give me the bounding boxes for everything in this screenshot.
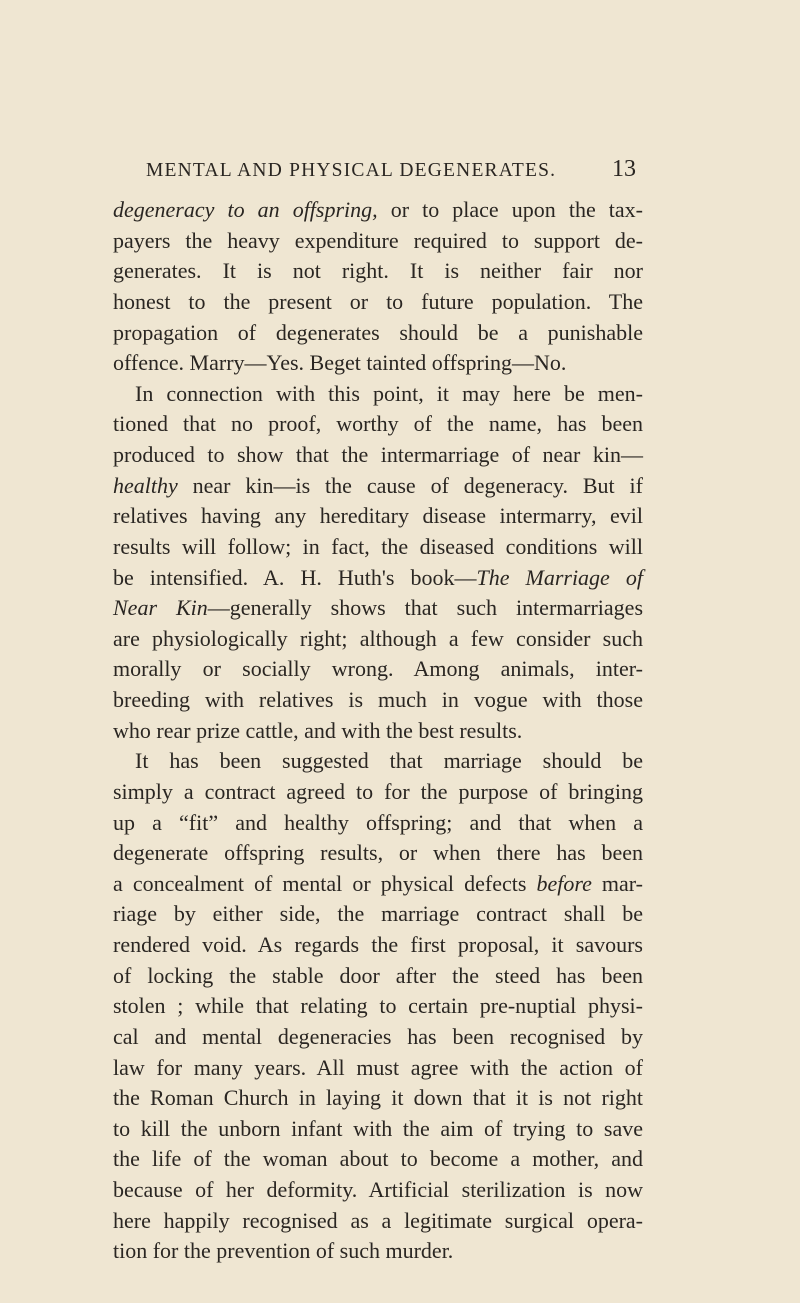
text-segment: stolen ; while that relating to certain pre-nuptial physi- (113, 993, 643, 1019)
text-segment: mar- (591, 870, 643, 896)
text-line (113, 195, 643, 226)
text-line (113, 808, 643, 839)
text-line (113, 899, 643, 930)
text-segment: law for many years. All must agree with the action of (113, 1054, 643, 1080)
text-segment: payers the heavy expenditure required to support de- (113, 227, 643, 253)
text-segment: the life of the woman about to become a mother, and (113, 1146, 643, 1172)
text-line (113, 501, 643, 532)
text-segment: produced to show that the intermarriage of near kin— (113, 442, 643, 467)
text-line (113, 1022, 643, 1053)
text-line (113, 1083, 643, 1114)
text-segment: because of her deformity. Artificial sterilization is now (113, 1177, 643, 1202)
text-line (113, 1053, 643, 1084)
text-segment: In connection with this point, it may here be men- (135, 380, 643, 406)
text-line (113, 471, 643, 502)
text-line (113, 1206, 643, 1237)
text-line (113, 930, 643, 961)
text-line (113, 1114, 643, 1145)
text-segment: relatives having any hereditary disease intermarry, evil (113, 503, 643, 529)
italic-text: healthy (113, 472, 178, 498)
text-line (113, 256, 643, 287)
text-segment: here happily recognised as a legitimate surgical opera- (113, 1207, 643, 1233)
running-title: MENTAL AND PHYSICAL DEGENERATES. (146, 160, 557, 181)
text-line (113, 654, 643, 685)
text-line (113, 991, 643, 1022)
text-line (113, 348, 643, 379)
italic-text: before (536, 870, 592, 896)
italic-text: degeneracy to an offspring, (113, 197, 378, 222)
text-segment: breeding with relatives is much in vogue with those (113, 687, 643, 712)
text-segment: near kin—is the cause of degeneracy. But if (177, 472, 643, 498)
text-segment: degenerate offspring results, or when there has been (113, 840, 643, 866)
text-segment: the Roman Church in laying it down that it is not right (113, 1085, 643, 1111)
text-line (113, 961, 643, 992)
text-segment: riage by either side, the marriage contract shall be (113, 901, 643, 927)
text-line (113, 1175, 643, 1206)
text-segment: generates. It is not right. It is neither fair nor (113, 258, 643, 284)
text-segment: or to place upon the tax- (377, 197, 643, 222)
text-line (113, 1236, 643, 1267)
text-line (113, 379, 643, 410)
text-line (113, 287, 643, 318)
text-segment: who rear prize cattle, and with the best results. (113, 717, 523, 743)
text-line (113, 593, 643, 624)
text-segment: to kill the unborn infant with the aim of trying to save (113, 1115, 643, 1141)
text-line (113, 838, 643, 869)
text-segment: offence. Marry—Yes. Beget tainted offspring—No. (113, 350, 567, 376)
text-segment: be intensified. A. H. Huth's book— (113, 564, 477, 590)
text-segment: are physiologically right; although a few consider such (113, 625, 643, 651)
italic-text: The Marriage of (476, 564, 643, 590)
text-segment: —generally shows that such intermarriages (207, 595, 644, 621)
text-segment: a concealment of mental or physical defects (113, 870, 537, 896)
text-segment: morally or socially wrong. Among animals, inter- (113, 656, 643, 682)
text-segment: results will follow; in fact, the diseased conditions will (113, 533, 643, 559)
text-line (113, 318, 643, 349)
running-head (0, 152, 800, 182)
italic-text: Near Kin (113, 595, 208, 621)
text-segment: honest to the present or to future population. The (113, 288, 643, 314)
text-segment: tion for the prevention of such murder. (113, 1238, 454, 1264)
text-segment: rendered void. As regards the first proposal, it savours (113, 932, 643, 957)
text-segment: propagation of degenerates should be a punishable (113, 319, 643, 345)
text-line (113, 716, 643, 747)
text-line (113, 746, 643, 777)
text-segment: It has been suggested that marriage should be (135, 748, 643, 774)
text-line (113, 409, 643, 440)
text-segment: cal and mental degeneracies has been recognised by (113, 1023, 643, 1049)
text-segment: of locking the stable door after the steed has been (113, 962, 643, 988)
text-line (113, 440, 643, 471)
body-text (113, 195, 643, 1267)
page-number: 13 (612, 156, 636, 182)
text-line (113, 226, 643, 257)
text-segment: simply a contract agreed to for the purpose of bringing (113, 778, 643, 804)
text-line (113, 869, 643, 900)
text-line (113, 563, 643, 594)
text-line (113, 1144, 643, 1175)
text-segment: tioned that no proof, worthy of the name, has been (113, 411, 643, 437)
text-line (113, 685, 643, 716)
text-segment: up a “fit” and healthy offspring; and that when a (113, 809, 643, 835)
text-line (113, 624, 643, 655)
text-line (113, 532, 643, 563)
text-line (113, 777, 643, 808)
